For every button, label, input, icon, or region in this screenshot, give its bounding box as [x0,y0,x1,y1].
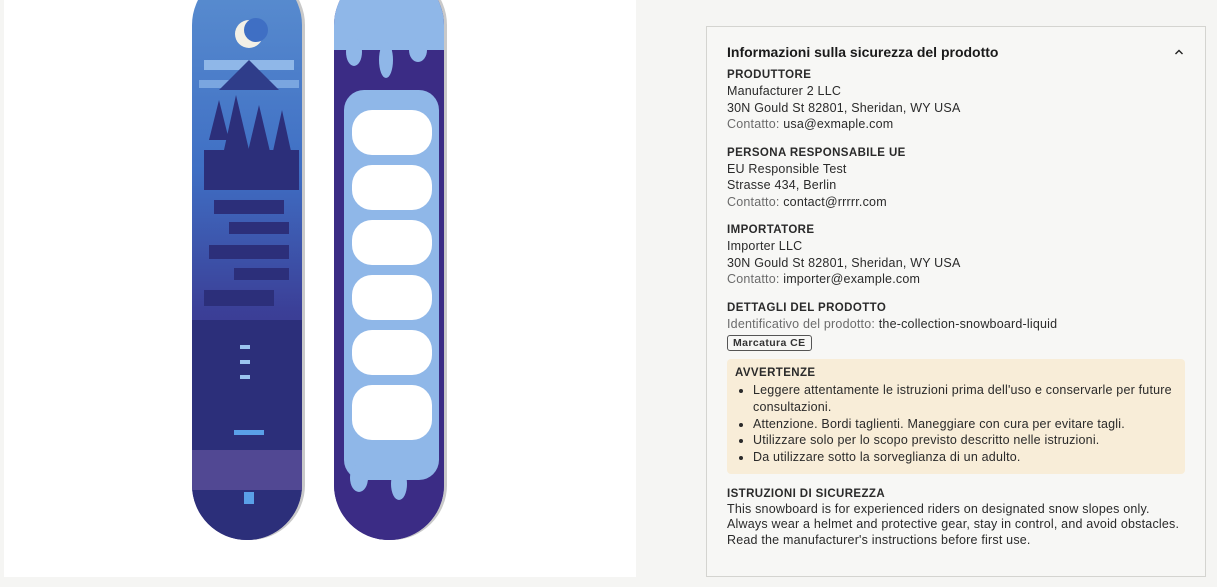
eu-responsible-heading: PERSONA RESPONSABILE UE [727,146,906,159]
snowboard-right [334,0,447,540]
snowboard-left [192,0,305,540]
safety-panel-title: Informazioni sulla sicurezza del prodotto [727,44,999,60]
warning-item: • Utilizzare solo per lo scopo previsto descritto nelle istruzioni. [753,432,1177,449]
importer-section [727,222,1185,288]
manufacturer-contact-email[interactable]: usa@exmaple.com [783,117,894,131]
warning-item: • Leggere attentamente le istruzioni prima dell'uso e conservarle per future consultazioni. [753,382,1177,416]
product-safety-panel [706,26,1206,577]
safety-instructions-text: This snowboard is for experienced riders on designated snow slopes only. Always wear a helmet and protective gear, stay in control, and avoid obstacles. Read the manufacturer's instructions before first use. [727,501,1180,547]
manufacturer-address: 30N Gould St 82801, Sheridan, WY USA [727,100,961,115]
warning-item: • Da utilizzare sotto la sorveglianza di un adulto. [753,449,1177,466]
importer-address: 30N Gould St 82801, Sheridan, WY USA [727,255,961,270]
safety-instructions-heading: ISTRUZIONI DI SICUREZZA [727,487,886,500]
product-details-section [727,300,1185,352]
warnings-list [735,382,1177,466]
importer-contact-email[interactable]: importer@example.com [783,272,921,286]
product-image [4,0,636,577]
importer-heading: IMPORTATORE [727,224,815,236]
eu-responsible-section [727,145,1185,211]
manufacturer-section [727,67,1185,133]
safety-panel-toggle[interactable] [727,43,1185,61]
warning-item: • Attenzione. Bordi taglienti. Maneggiare con cura per evitare tagli. [753,416,1177,433]
manufacturer-name: Manufacturer 2 LLC [727,84,842,98]
warnings-heading: AVVERTENZE [735,367,816,379]
eu-responsible-name: EU Responsible Test [727,161,847,176]
manufacturer-heading: PRODUTTORE [727,69,812,81]
eu-responsible-contact-email[interactable]: contact@rrrrr.com [783,194,887,209]
safety-instructions-section [727,486,1185,549]
eu-responsible-address: Strasse 434, Berlin [727,178,837,192]
product-image-area [4,0,636,577]
product-id-label: Identificativo del prodotto: [727,316,876,331]
manufacturer-contact-label: Contatto: [727,117,780,131]
importer-contact-label: Contatto: [727,272,780,286]
product-id-value: the-collection-snowboard-liquid [878,316,1058,331]
chevron-up-icon[interactable] [1173,46,1185,58]
importer-name: Importer LLC [727,239,803,253]
product-details-heading: DETTAGLI DEL PRODOTTO [727,301,887,314]
ce-marking-badge: Marcatura CE [727,335,812,351]
eu-responsible-contact-label: Contatto: [727,194,780,209]
warnings-box [727,359,1185,474]
